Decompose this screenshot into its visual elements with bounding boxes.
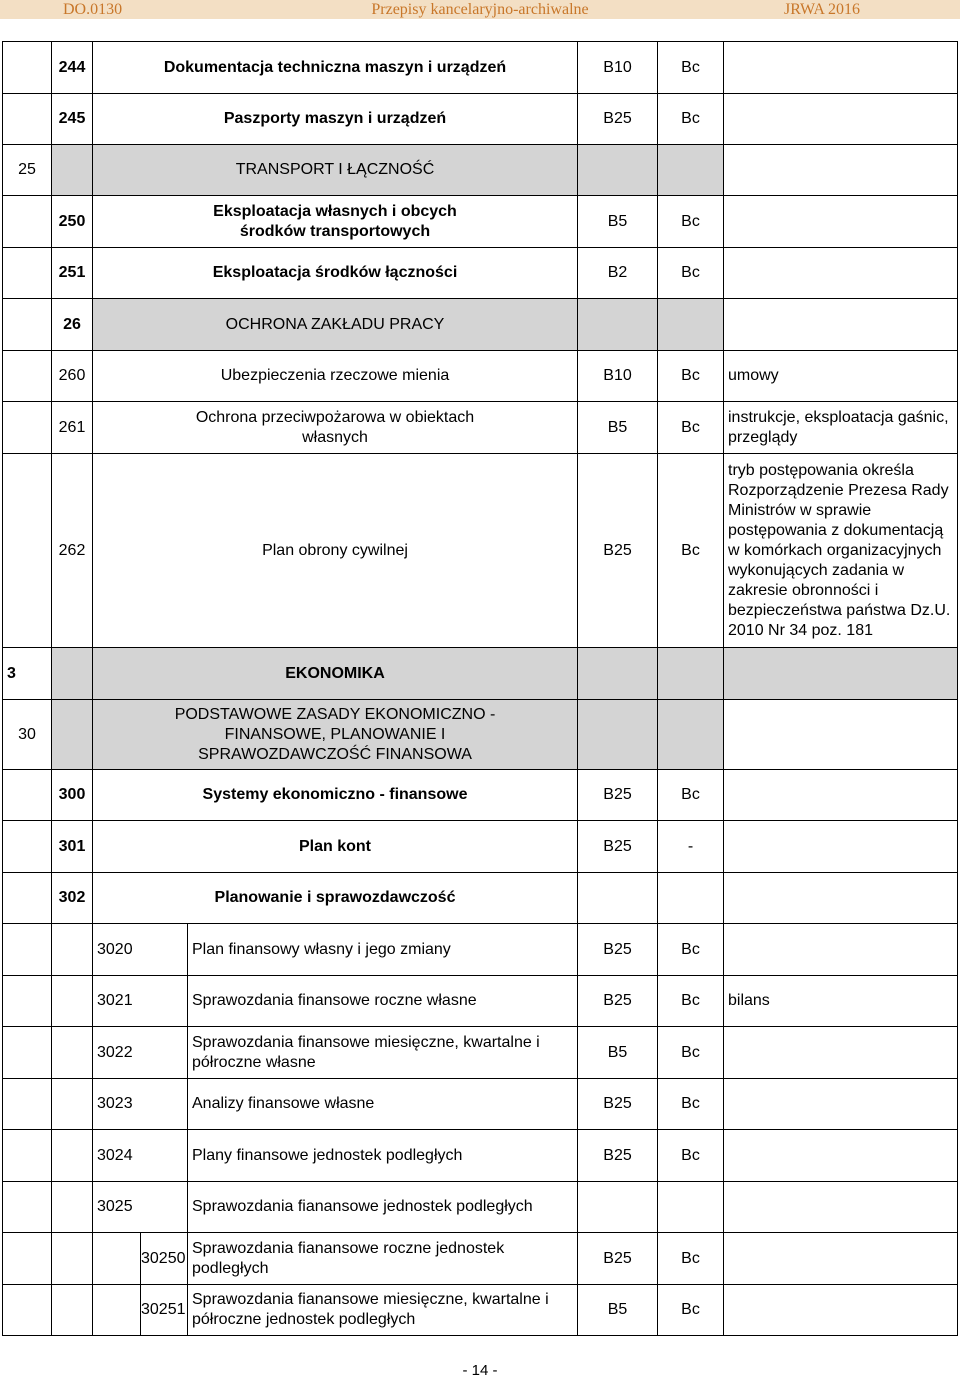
category2-cell: Bc	[658, 1285, 724, 1336]
section-title-cell: TRANSPORT I ŁĄCZNOŚĆ	[93, 145, 578, 196]
symbol-cell: 25	[3, 145, 52, 196]
symbol-cell: 30251	[141, 1285, 188, 1336]
category-cell: B5	[578, 196, 658, 248]
table-row-section	[3, 648, 958, 700]
section-title-cell: OCHRONA ZAKŁADU PRACY	[93, 299, 578, 351]
symbol-cell: 3022	[93, 1027, 188, 1079]
table-row	[3, 1182, 958, 1233]
title-cell: Systemy ekonomiczno - finansowe	[93, 770, 578, 821]
title-cell: Planowanie i sprawozdawczość	[93, 873, 578, 924]
title-cell: Ochrona przeciwpożarowa w obiektach własnych	[93, 402, 578, 454]
table-row-section	[3, 700, 958, 770]
category2-cell: Bc	[658, 196, 724, 248]
page-number: - 14 -	[462, 1362, 498, 1379]
category2-cell: Bc	[658, 94, 724, 145]
table-row-section	[3, 145, 958, 196]
symbol-cell: 302	[52, 873, 93, 924]
category-cell: B2	[578, 248, 658, 299]
symbol-cell: 262	[52, 454, 93, 648]
title-cell: Dokumentacja techniczna maszyn i urządzeń	[93, 42, 578, 94]
symbol-cell: 3021	[93, 976, 188, 1027]
category2-cell: Bc	[658, 454, 724, 648]
symbol-cell: 301	[52, 821, 93, 873]
category2-cell: Bc	[658, 1027, 724, 1079]
doc-title: Przepisy kancelaryjno-archiwalne	[371, 1, 589, 18]
symbol-cell: 3025	[93, 1182, 188, 1233]
symbol-cell: 261	[52, 402, 93, 454]
category-cell: B25	[578, 454, 658, 648]
category2-cell: Bc	[658, 248, 724, 299]
title-cell: Plan obrony cywilnej	[93, 454, 578, 648]
title-cell: Ubezpieczenia rzeczowe mienia	[93, 351, 578, 402]
symbol-cell: 244	[52, 42, 93, 94]
symbol-cell: 3	[3, 648, 52, 700]
table-row	[3, 924, 958, 976]
table-row	[3, 454, 958, 648]
title-cell: Eksploatacja środków łączności	[93, 248, 578, 299]
category-cell: B25	[578, 976, 658, 1027]
section-title-cell: EKONOMIKA	[93, 648, 578, 700]
symbol-cell: 300	[52, 770, 93, 821]
category-cell: B5	[578, 1027, 658, 1079]
table-row	[3, 248, 958, 299]
table-row	[3, 196, 958, 248]
category2-cell: Bc	[658, 402, 724, 454]
jrwa-table	[2, 41, 958, 1336]
page-header	[0, 0, 960, 19]
category-cell: B10	[578, 42, 658, 94]
category2-cell: Bc	[658, 924, 724, 976]
title-cell: Plan kont	[93, 821, 578, 873]
doc-edition: JRWA 2016	[784, 1, 861, 18]
title-cell: Paszporty maszyn i urządzeń	[93, 94, 578, 145]
title-cell: Sprawozdania fianansowe jednostek podległych	[188, 1182, 578, 1233]
title-cell: Plan finansowy własny i jego zmiany	[188, 924, 578, 976]
category2-cell: Bc	[658, 1233, 724, 1285]
category-cell: B5	[578, 402, 658, 454]
category2-cell: Bc	[658, 976, 724, 1027]
category-cell: B25	[578, 821, 658, 873]
title-cell: Sprawozdania fianansowe miesięczne, kwartalne i półroczne jednostek podległych	[188, 1285, 578, 1336]
table-row	[3, 94, 958, 145]
symbol-cell: 30250	[141, 1233, 188, 1285]
category2-cell: Bc	[658, 770, 724, 821]
table-row	[3, 976, 958, 1027]
category2-cell: Bc	[658, 351, 724, 402]
symbol-cell: 251	[52, 248, 93, 299]
table-row	[3, 402, 958, 454]
category-cell: B5	[578, 1285, 658, 1336]
symbol-cell: 3023	[93, 1079, 188, 1130]
category2-cell: Bc	[658, 1130, 724, 1182]
category-cell: B25	[578, 1130, 658, 1182]
table-row	[3, 1285, 958, 1336]
symbol-cell: 3020	[93, 924, 188, 976]
symbol-cell: 26	[52, 299, 93, 351]
table-row	[3, 770, 958, 821]
section-title-cell: PODSTAWOWE ZASADY EKONOMICZNO - FINANSOWE, PLANOWANIE I SPRAWOZDAWCZOŚĆ FINANSOWA	[93, 700, 578, 770]
table-row	[3, 1027, 958, 1079]
note-cell: bilans	[724, 976, 958, 1027]
title-cell: Sprawozdania finansowe miesięczne, kwartalne i półroczne własne	[188, 1027, 578, 1079]
note-cell: instrukcje, eksploatacja gaśnic, przeglądy	[724, 402, 958, 454]
category-cell: B25	[578, 1079, 658, 1130]
table-row	[3, 1130, 958, 1182]
table-row	[3, 873, 958, 924]
table-row	[3, 1079, 958, 1130]
category-cell: B25	[578, 1233, 658, 1285]
category-cell: B25	[578, 770, 658, 821]
title-cell: Sprawozdania fianansowe roczne jednostek podległych	[188, 1233, 578, 1285]
title-cell: Sprawozdania finansowe roczne własne	[188, 976, 578, 1027]
table-row	[3, 351, 958, 402]
category-cell: B25	[578, 94, 658, 145]
title-cell: Eksploatacja własnych i obcych środków transportowych	[93, 196, 578, 248]
symbol-cell: 260	[52, 351, 93, 402]
table-row	[3, 42, 958, 94]
table-row	[3, 821, 958, 873]
category2-cell: -	[658, 821, 724, 873]
note-cell: tryb postępowania określa Rozporządzenie Prezesa Rady Ministrów w sprawie postępowania z dokumentacją w komórkach organizacyjnych wykonujących zadania w zakresie obronności i bezpieczeństwa państwa Dz.U. 2010 Nr 34 poz. 181	[724, 454, 958, 648]
symbol-cell: 30	[3, 700, 52, 770]
symbol-cell: 3024	[93, 1130, 188, 1182]
symbol-cell: 250	[52, 196, 93, 248]
category2-cell: Bc	[658, 42, 724, 94]
symbol-cell: 245	[52, 94, 93, 145]
category2-cell: Bc	[658, 1079, 724, 1130]
category-cell: B10	[578, 351, 658, 402]
table-row	[3, 1233, 958, 1285]
title-cell: Analizy finansowe własne	[188, 1079, 578, 1130]
category-cell: B25	[578, 924, 658, 976]
note-cell: umowy	[724, 351, 958, 402]
table-row-section	[3, 299, 958, 351]
title-cell: Plany finansowe jednostek podległych	[188, 1130, 578, 1182]
doc-code: DO.0130	[63, 1, 123, 18]
